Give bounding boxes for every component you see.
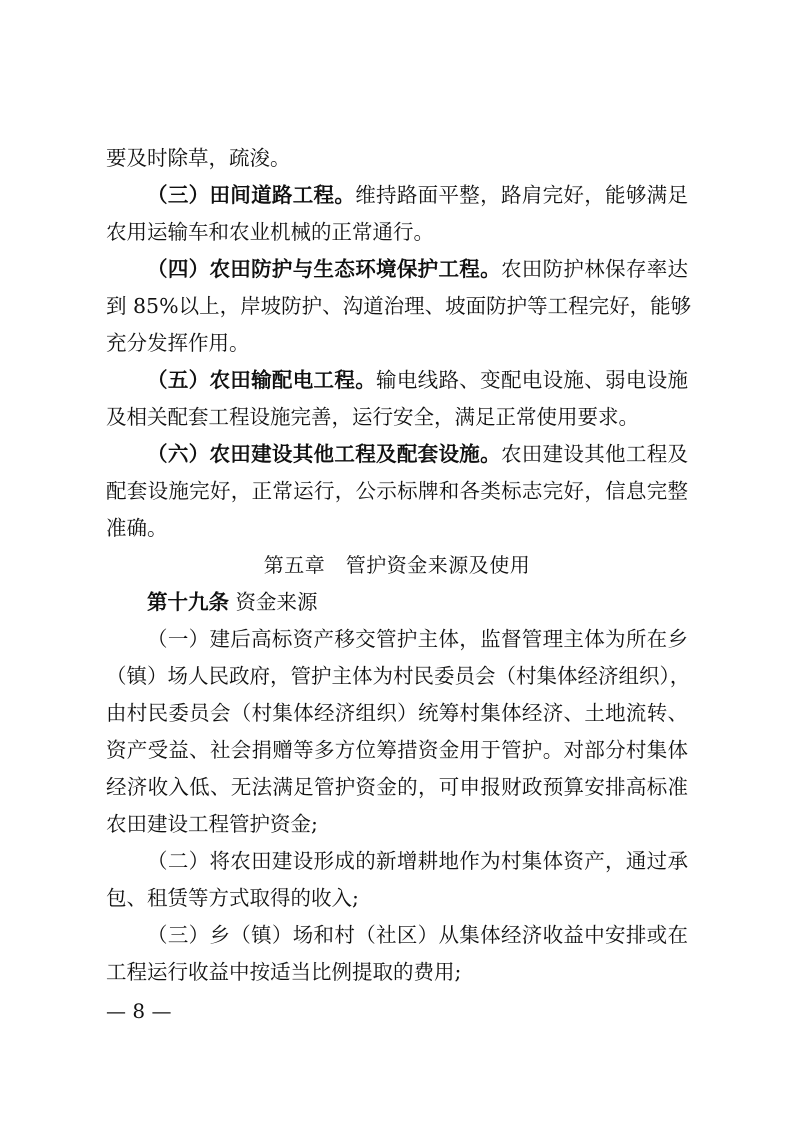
section-item-6: （六）农田建设其他工程及配套设施。农田建设其他工程及 (147, 442, 689, 466)
document-body (106, 140, 692, 991)
article-title: 资金来源 (229, 590, 318, 614)
text-line: 资产受益、社会捐赠等多方位筹措资金用于管护。对部分村集体 (106, 738, 688, 762)
text-line: （一）建后高标资产移交管护主体，监督管理主体为所在乡 (147, 627, 688, 651)
text-line: （二）将农田建设形成的新增耕地作为村集体资产，通过承 (147, 849, 688, 873)
section-item-4: （四）农田防护与生态环境保护工程。农田防护林保存率达 (147, 257, 689, 281)
section-title: （四）农田防护与生态环境保护工程。 (147, 257, 501, 281)
text-line: 要及时除草，疏浚。 (106, 146, 291, 170)
section-item-3: （三）田间道路工程。维持路面平整，路肩完好，能够满足 (147, 183, 689, 207)
text-line: 农田建设工程管护资金; (106, 812, 318, 836)
text-line: （镇）场人民政府，管护主体为村民委员会（村集体经济组织）， (106, 664, 691, 688)
section-title: （五）农田输配电工程。 (147, 368, 377, 392)
text-line: 工程运行收益中按适当比例提取的费用; (106, 960, 462, 984)
text-line: 配套设施完好，正常运行，公示标牌和各类标志完好，信息完整 (106, 479, 688, 503)
text-line: 充分发挥作用。 (106, 331, 250, 355)
text-line: 准确。 (106, 516, 168, 540)
section-item-5: （五）农田输配电工程。输电线路、变配电设施、弱电设施 (147, 368, 689, 392)
text-line: 及相关配套工程设施完善，运行安全，满足正常使用要求。 (106, 405, 639, 429)
text-line: 包、租赁等方式取得的收入; (106, 886, 359, 910)
text-line: 农用运输车和农业机械的正常通行。 (106, 220, 434, 244)
text-line: （三）乡（镇）场和村（社区）从集体经济收益中安排或在 (147, 923, 688, 947)
text-line: 由村民委员会（村集体经济组织）统筹村集体经济、土地流转、 (106, 701, 688, 725)
page-number: — 8 — (106, 999, 172, 1023)
section-title: （六）农田建设其他工程及配套设施。 (147, 442, 501, 466)
chapter-heading: 第五章 管护资金来源及使用 (263, 553, 531, 577)
text-line: 到 85%以上，岸坡防护、沟道治理、坡面防护等工程完好，能够 (106, 294, 692, 318)
text-line: 经济收入低、无法满足管护资金的，可申报财政预算安排高标准 (106, 775, 688, 799)
article-number: 第十九条 (147, 590, 229, 614)
section-title: （三）田间道路工程。 (147, 183, 356, 207)
article-heading (106, 584, 688, 621)
